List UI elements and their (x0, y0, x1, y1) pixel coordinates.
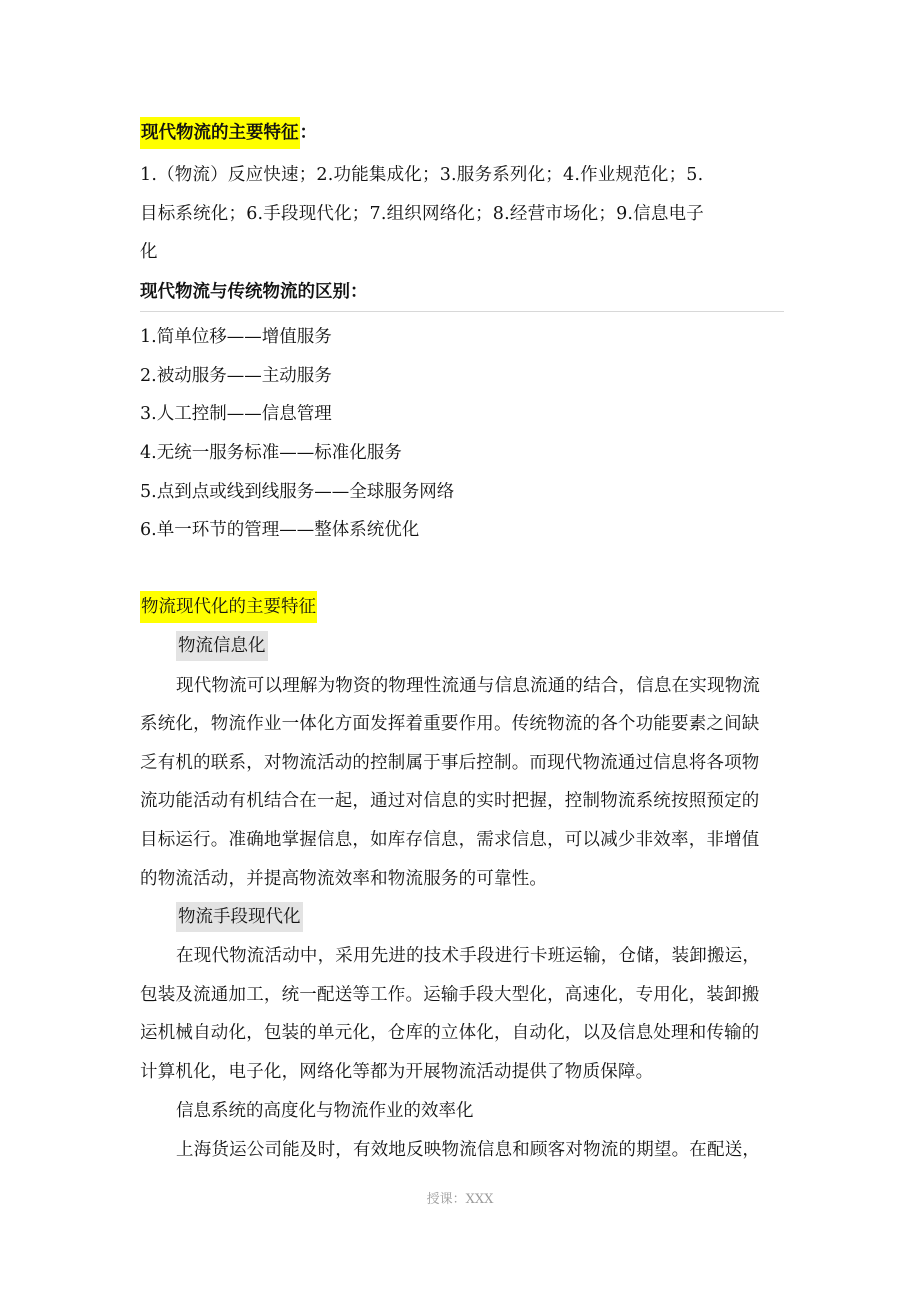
list-item: 5.点到点或线到线服务——全球服务网络 (140, 482, 455, 502)
subheading-means-text: 物流手段现代化 (176, 902, 303, 932)
divider-line (140, 311, 784, 312)
section1-line-1: 1.（物流）反应快速；2.功能集成化；3.服务系列化；4.作业规范化；5. (140, 165, 704, 185)
section1-line-2: 目标系统化；6.手段现代化；7.组织网络化；8.经营市场化；9.信息电子 (140, 204, 704, 224)
paragraph-line: 包装及流通加工，统一配送等工作。运输手段大型化，高速化，专用化，装卸搬 (140, 985, 760, 1005)
page-footer: 授课：XXX (426, 1192, 494, 1207)
paragraph-line: 现代物流可以理解为物资的物理性流通与信息流通的结合，信息在实现物流 (176, 676, 761, 696)
list-item: 4.无统一服务标准——标准化服务 (140, 443, 402, 463)
section3-heading-text: 物流现代化的主要特征 (140, 591, 317, 623)
paragraph-line: 系统化，物流作业一体化方面发挥着重要作用。传统物流的各个功能要素之间缺 (140, 714, 760, 734)
section3-heading (140, 596, 317, 618)
list-item: 1.简单位移——增值服务 (140, 327, 332, 347)
section1-heading-colon: ： (299, 123, 317, 143)
section1-heading (140, 122, 317, 144)
list-item: 6.单一环节的管理——整体系统优化 (140, 520, 420, 540)
paragraph-line: 流功能活动有机结合在一起，通过对信息的实时把握，控制物流系统按照预定的 (140, 791, 760, 811)
paragraph-line: 在现代物流活动中，采用先进的技术手段进行卡班运输，仓储，装卸搬运， (176, 946, 761, 966)
subheading-means (176, 906, 303, 928)
section1-heading-text: 现代物流的主要特征 (140, 117, 300, 149)
paragraph-line: 乏有机的联系，对物流活动的控制属于事后控制。而现代物流通过信息将各项物 (140, 753, 760, 773)
section1-line-3: 化 (140, 242, 158, 262)
paragraph-line: 目标运行。准确地掌握信息，如库存信息，需求信息，可以减少非效率，非增值 (140, 830, 760, 850)
paragraph-line: 的物流活动，并提高物流效率和物流服务的可靠性。 (140, 869, 548, 889)
subheading-info (176, 635, 268, 657)
paragraph-line: 上海货运公司能及时，有效地反映物流信息和顾客对物流的期望。在配送， (176, 1140, 761, 1160)
paragraph-line: 运机械自动化，包装的单元化，仓库的立体化，自动化，以及信息处理和传输的 (140, 1023, 760, 1043)
subheading-info-text: 物流信息化 (176, 631, 268, 661)
paragraph-line: 计算机化，电子化，网络化等都为开展物流活动提供了物质保障。 (140, 1062, 654, 1082)
list-item: 2.被动服务——主动服务 (140, 366, 332, 386)
section2-heading: 现代物流与传统物流的区别： (140, 282, 368, 302)
list-item: 3.人工控制——信息管理 (140, 404, 332, 424)
subheading-system: 信息系统的高度化与物流作业的效率化 (176, 1101, 474, 1121)
